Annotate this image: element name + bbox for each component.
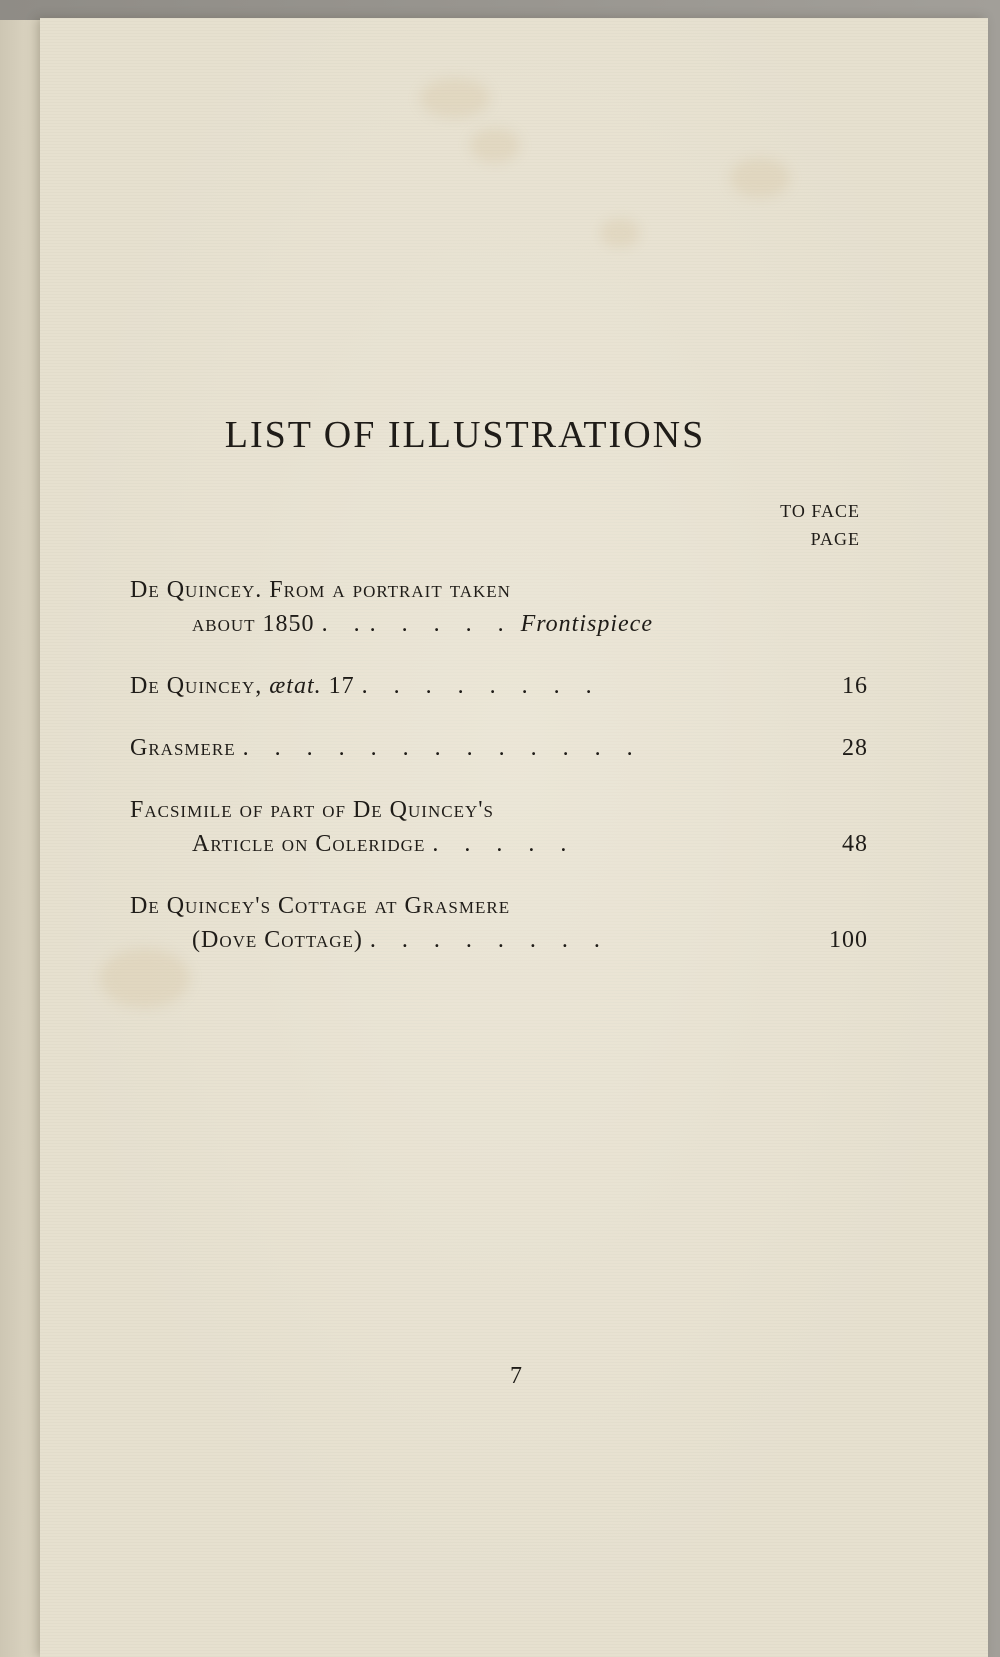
leader-dots: . .. . . . . (321, 611, 514, 637)
entry-line2 (130, 607, 695, 641)
foxing-stain (730, 158, 790, 198)
entry-line1: De Quincey's Cottage at Grasmere (130, 893, 511, 919)
entries-list (130, 573, 870, 957)
entry-page-number: 100 (829, 927, 868, 953)
entry-line2 (130, 827, 695, 861)
entry-page-label: Frontispiece (520, 611, 653, 637)
foxing-stain (470, 128, 520, 163)
column-header-line2: PAGE (810, 529, 860, 549)
entry-line1: De Quincey. From a portrait taken (130, 577, 511, 603)
page-title: LIST OF ILLUSTRATIONS (224, 414, 706, 456)
entry-line2-text: (Dove Cottage) (192, 927, 363, 953)
entry-page-number: 28 (842, 735, 868, 761)
foxing-stain (420, 78, 490, 118)
entry-caption (130, 889, 695, 957)
list-item (130, 731, 870, 765)
entry-page-number: 48 (842, 831, 868, 857)
leader-dots: . . . . . . . . (361, 673, 602, 699)
column-header-line1: TO FACE (780, 501, 860, 521)
list-item (130, 889, 870, 957)
list-item (130, 669, 870, 703)
list-item (130, 573, 870, 641)
leader-dots: . . . . . . . . (369, 927, 610, 953)
entry-line1: De Quincey, (130, 673, 270, 699)
list-item (130, 793, 870, 861)
entry-line1: Facsimile of part of De Quincey's (130, 797, 495, 823)
entry-page-number: 16 (842, 673, 868, 699)
entry-caption (130, 731, 695, 765)
book-page (40, 18, 988, 1657)
page-number: 7 (510, 1363, 522, 1389)
entry-line2 (130, 923, 695, 957)
entry-italic-text: ætat. (269, 673, 322, 699)
entry-caption (130, 793, 695, 861)
entry-caption (130, 669, 695, 703)
entry-line2-text: about 1850 (192, 611, 315, 637)
leader-dots: . . . . . . . . . . . . . (242, 735, 643, 761)
entry-caption (130, 573, 695, 641)
entry-line1-suffix: 17 (321, 673, 355, 699)
entry-line1: Grasmere (130, 735, 236, 761)
illustrations-list (130, 413, 870, 985)
foxing-stain (600, 218, 640, 248)
leader-dots: . . . . . (432, 831, 577, 857)
column-header (130, 497, 870, 553)
entry-line2-text: Article on Coleridge (192, 831, 426, 857)
